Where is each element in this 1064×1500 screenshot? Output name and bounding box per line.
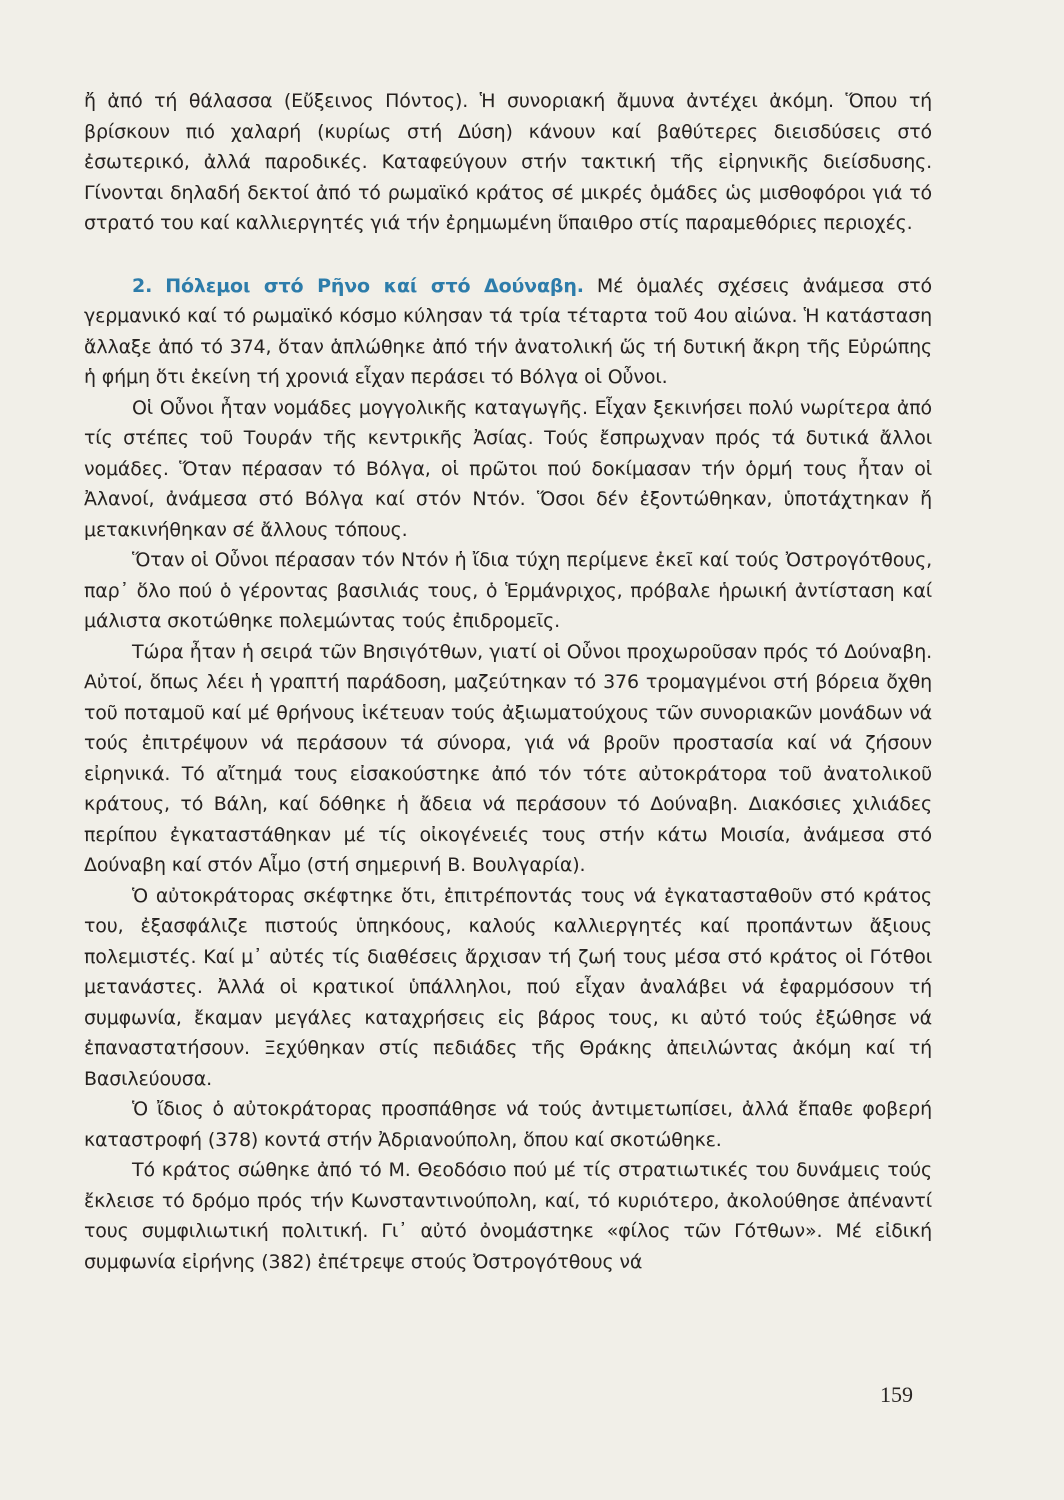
body-paragraph-huns-origin: Οἱ Οὖνοι ἦταν νομάδες μογγολικῆς καταγωγῆς. Εἶχαν ξεκινήσει πολύ νωρίτερα ἀπό τίς στέπες τοῦ Τουράν τῆς κεντρικῆς Ἀσίας. Τούς ἔσπρωχναν πρός τά δυτικά ἄλλοι νομάδες. Ὅταν πέρασαν τό Βόλγα, οἱ πρῶτοι πού δοκίμασαν τήν ὁρμή τους ἦταν οἱ Ἀλανοί, ἀνάμεσα στό Βόλγα καί στόν Ντόν. Ὅσοι δέν ἐξοντώθηκαν, ὑποτάχτηκαν ἤ μετακινήθηκαν σέ ἄλλους τόπους. <box>84 396 932 541</box>
body-paragraph-adrianople: Ὁ ἴδιος ὁ αὐτοκράτορας προσπάθησε νά τούς ἀντιμετωπίσει, ἀλλά ἔπαθε φοβερή καταστροφή (378) κοντά στήν Ἀδριανούπολη, ὅπου καί σκοτώθηκε. <box>84 1098 932 1151</box>
page-number: 159 <box>880 1382 913 1407</box>
body-paragraph-ostrogoths: Ὅταν οἱ Οὖνοι πέρασαν τόν Ντόν ἡ ἴδια τύχη περίμενε ἐκεῖ καί τούς Ὀστρογότθους, παρ᾽ ὅλο πού ὁ γέροντας βασιλιάς τους, ὁ Ἑρμάνριχος, πρόβαλε ἡρωική ἀντίσταση καί μάλιστα σκοτώθηκε πολεμώντας τούς ἐπιδρομεῖς. <box>84 549 932 632</box>
body-paragraph-emperor-plan: Ὁ αὐτοκράτορας σκέφτηκε ὅτι, ἐπιτρέποντάς τους νά ἐγκατασταθοῦν στό κράτος του, ἐξασφάλιζε πιστούς ὑπηκόους, καλούς καλλιεργητές καί προπάντων ἄξιους πολεμιστές. Καί μ᾽ αὐτές τίς διαθέσεις ἄρχισαν τή ζωή τους μέσα στό κράτος οἱ Γότθοι μετανάστες. Ἀλλά οἱ κρατικοί ὑπάλληλοι, πού εἶχαν ἀναλάβει νά ἐφαρμόσουν τή συμφωνία, ἔκαμαν μεγάλες καταχρήσεις εἰς βάρος τους, κι αὐτό τούς ἐξώθησε νά ἐπαναστατήσουν. Ξεχύθηκαν στίς πεδιάδες τῆς Θράκης ἀπειλώντας ἀκόμη καί τή Βασιλεύουσα. <box>84 884 932 1090</box>
body-paragraph-visigoths: Τώρα ἦταν ἡ σειρά τῶν Βησιγότθων, γιατί οἱ Οὖνοι προχωροῦσαν πρός τό Δούναβη. Αὐτοί, ὅπως λέει ἡ γραπτή παράδοση, μαζεύτηκαν τό 376 τρομαγμένοι στή βόρεια ὄχθη τοῦ ποταμοῦ καί μέ θρήνους ἱκέτευαν τούς ἀξιωματούχους τῶν συνοριακῶν μονάδων νά τούς ἐπιτρέψουν νά περάσουν τά σύνορα, γιά νά βροῦν προστασία καί νά ζήσουν εἰρηνικά. Τό αἴτημά τους εἰσακούστηκε ἀπό τόν τότε αὐτοκράτορα τοῦ ἀνατολικοῦ κράτους, τό Βάλη, καί δόθηκε ἡ ἄδεια νά περάσουν τό Δούναβη. Διακόσιες χιλιάδες περίπου ἐγκαταστάθηκαν μέ τίς οἰκογένειές τους στήν κάτω Μοισία, ἀνάμεσα στό Δούναβη καί στόν Αἶμο (στή σημερινή Β. Βουλγαρία). <box>84 640 932 876</box>
section-title: Πόλεμοι στό Ρῆνο καί στό Δούναβη. <box>165 274 584 297</box>
body-paragraph-theodosius: Τό κράτος σώθηκε ἀπό τό Μ. Θεοδόσιο πού μέ τίς στρατιωτικές του δυνάμεις τούς ἔκλεισε τό δρόμο πρός τήν Κωνσταντινούπολη, καί, τό κυριότερο, ἀκολούθησε ἀπέναντί τους συμφιλιωτική πολιτική. Γι᾽ αὐτό ὀνομάστηκε «φίλος τῶν Γότθων». Μέ εἰδική συμφωνία εἰρήνης (382) ἐπέτρεψε στούς Ὀστρογότθους νά <box>84 1159 932 1273</box>
page-text-body <box>84 86 932 1277</box>
opening-paragraph: ἤ ἀπό τή θάλασσα (Εὔξεινος Πόντος). Ἡ συνοριακή ἄμυνα ἀντέχει ἀκόμη. Ὅπου τή βρίσκουν πιό χαλαρή (κυρίως στή Δύση) κάνουν καί βαθύτερες διεισδύσεις στό ἐσωτερικό, ἀλλά παροδικές. Καταφεύγουν στήν τακτική τῆς εἰρηνικῆς διείσδυσης. Γίνονται δηλαδή δεκτοί ἀπό τό ρωμαϊκό κράτος σέ μικρές ὁμάδες ὡς μισθοφόροι γιά τό στρατό του καί καλλιεργητές γιά τήν ἐρημωμένη ὕπαιθρο στίς παραμεθόριες περιοχές. <box>84 90 932 234</box>
section-number: 2. <box>132 274 153 297</box>
section-paragraph <box>84 271 932 393</box>
section-intro-text: Μέ ὁμαλές σχέσεις ἀνάμεσα στό γερμανικό καί τό ρωμαϊκό κόσμο κύλησαν τά τρία τέταρτα τοῦ 4ου αἰώνα. Ἡ κατάσταση ἄλλαξε ἀπό τό 374, ὅταν ἁπλώθηκε ἀπό τήν ἀνατολική ὥς τή δυτική ἄκρη τῆς Εὐρώπης ἡ φήμη ὅτι ἐκείνη τή χρονιά εἶχαν περάσει τό Βόλγα οἱ Οὖνοι. <box>84 274 933 388</box>
